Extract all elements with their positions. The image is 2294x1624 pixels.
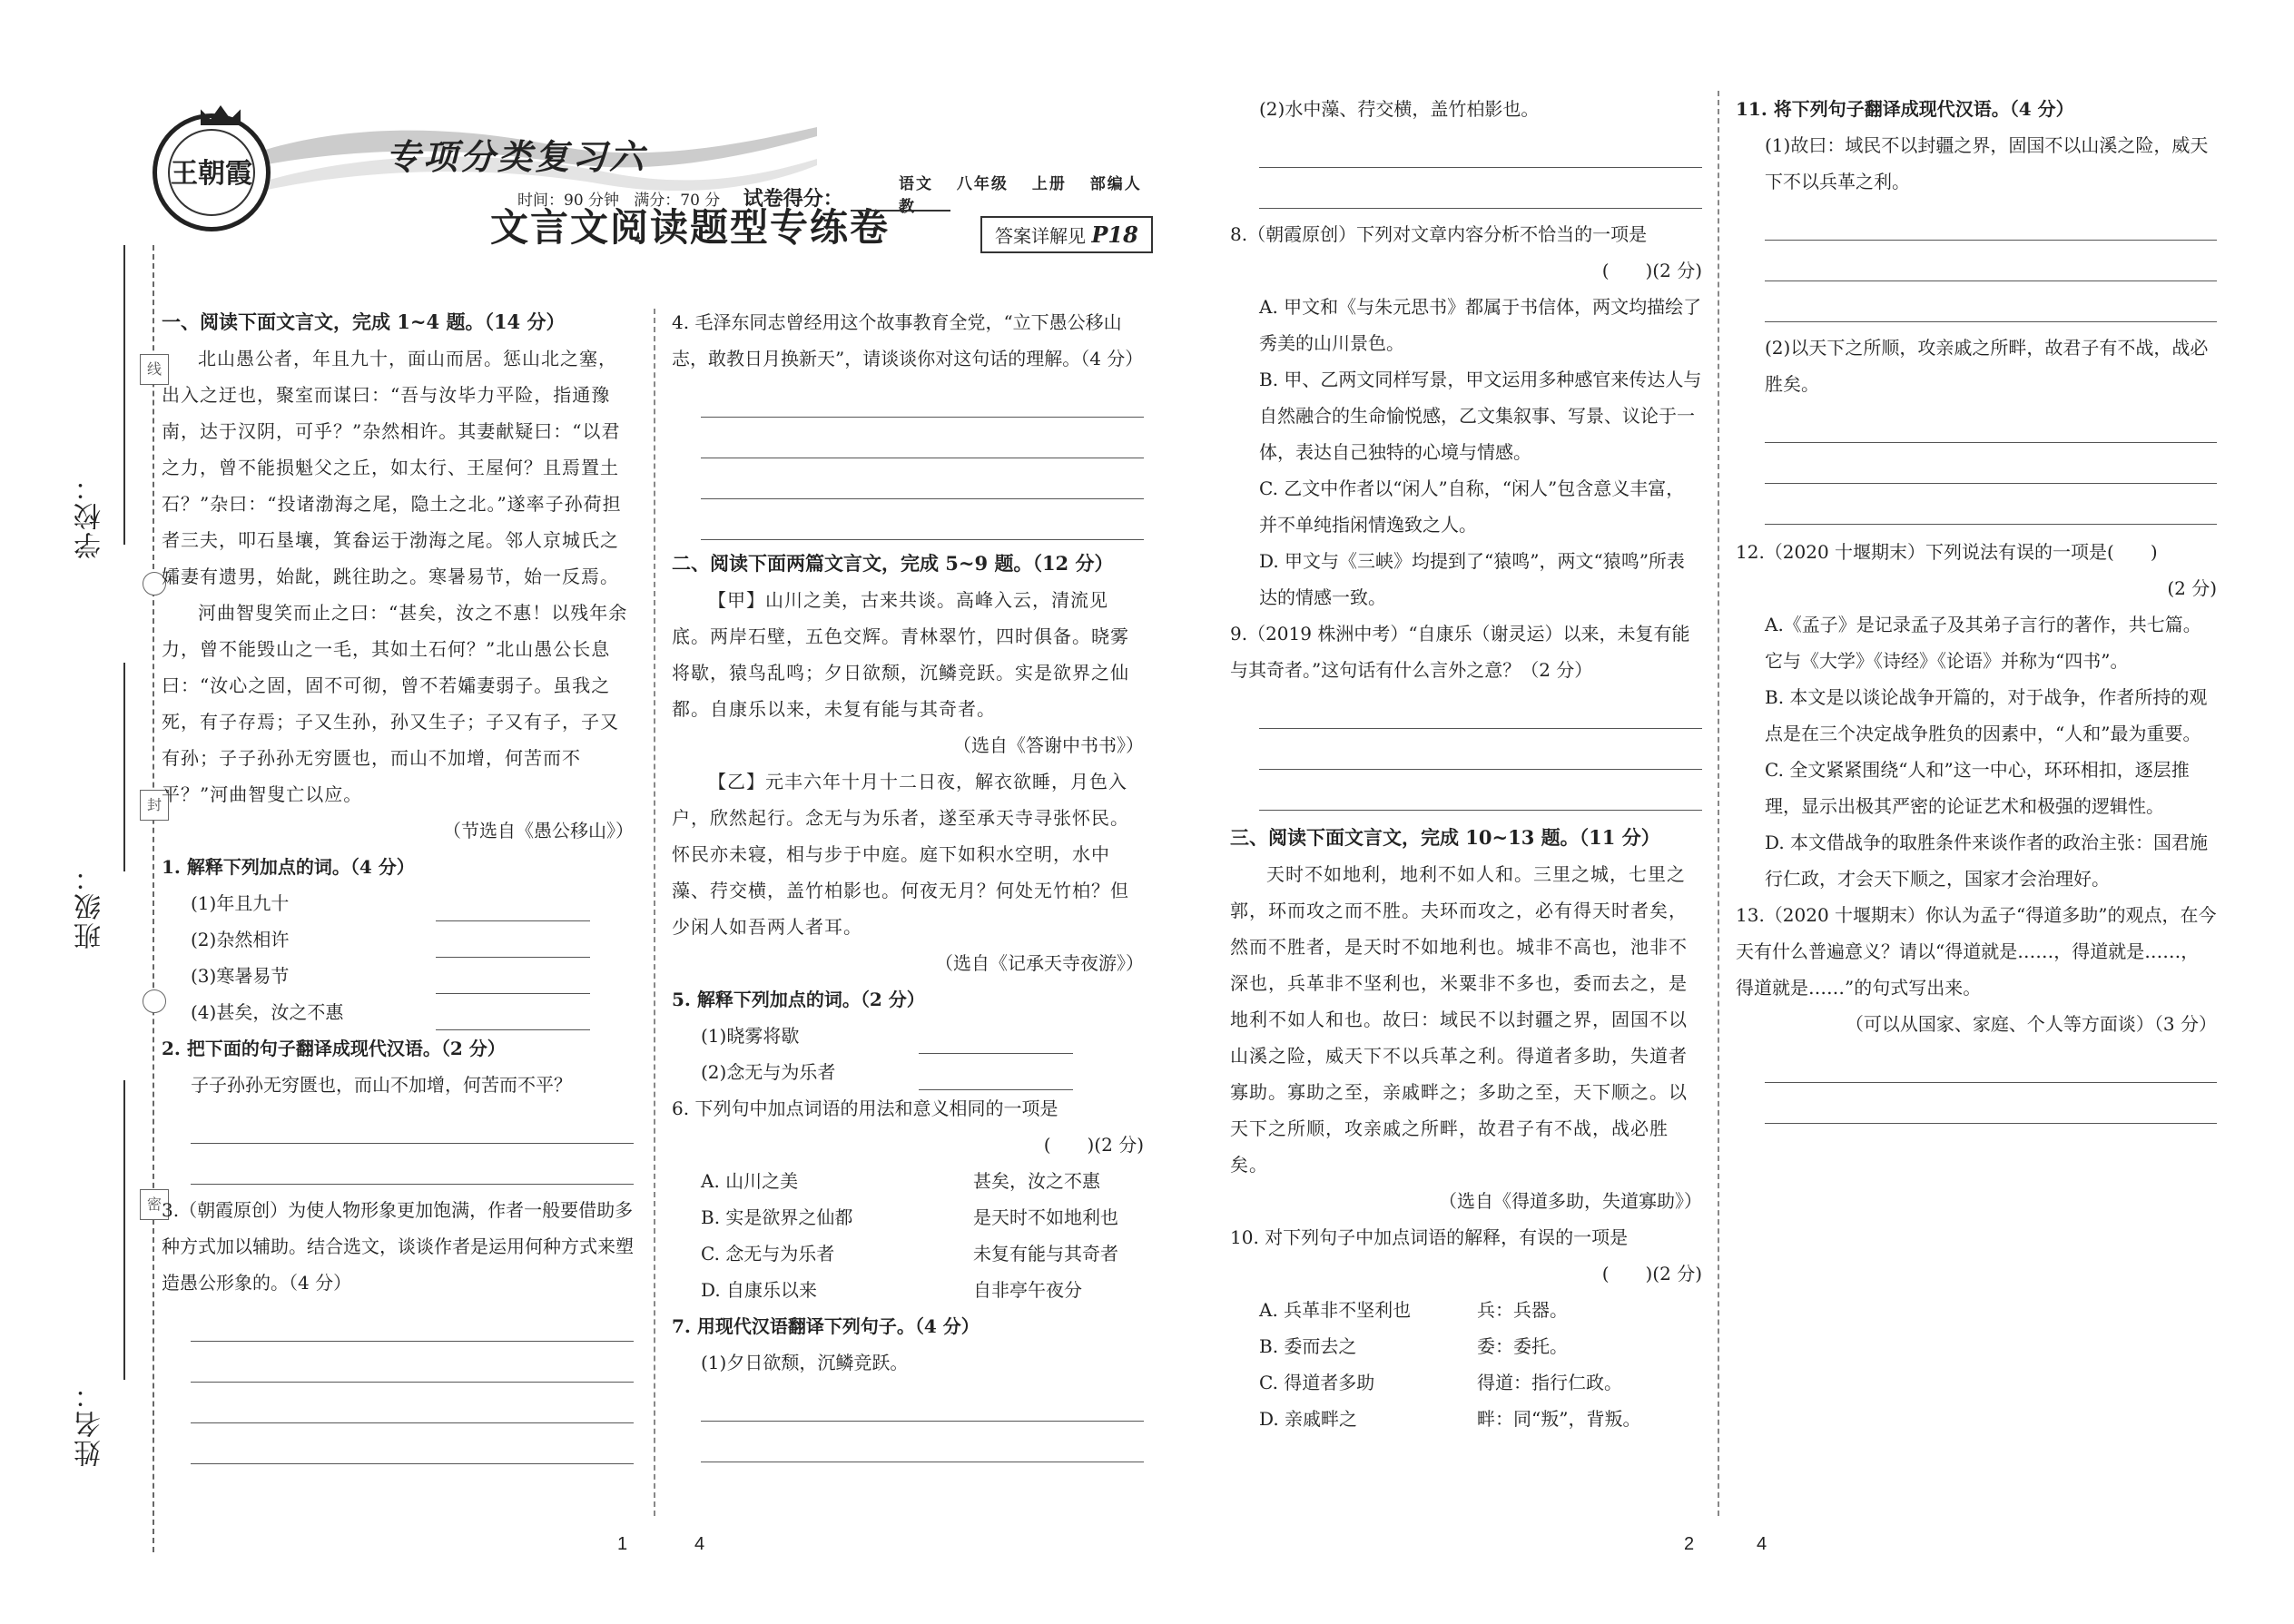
question-10: 10. 对下列句子中加点词语的解释，有误的一项是 — [1230, 1226, 1629, 1248]
question-8: 8.（朝霞原创）下列对文章内容分析不恰当的一项是 — [1230, 223, 1648, 245]
seal-mark-xian: 线 — [140, 354, 169, 385]
q5-item: (1)晓雾将歇 — [672, 1018, 1144, 1054]
answer-line[interactable] — [1765, 200, 2217, 241]
question-5: 5. 解释下列加点的词。（2 分） — [672, 989, 925, 1010]
q6-option[interactable]: B. 实是欲界之仙都 是天时不如地利也 — [701, 1206, 1118, 1228]
answer-blank[interactable] — [436, 933, 590, 958]
section-heading: 一、阅读下面文言文，完成 1~4 题。（14 分） — [162, 310, 566, 333]
question-11: 11. 将下列句子翻译成现代汉语。（4 分） — [1736, 98, 2074, 120]
answer-line[interactable] — [191, 1342, 634, 1383]
page-number: 2 — [1684, 1534, 1695, 1554]
q7-sentence: (1)夕日欲颓，沉鳞竞跃。 — [701, 1352, 909, 1373]
answer-line[interactable] — [701, 418, 1144, 458]
answer-line[interactable] — [1259, 688, 1702, 729]
score-field[interactable] — [851, 210, 950, 212]
answer-line[interactable] — [191, 1423, 634, 1464]
source-note: （选自《答谢中书书》） — [953, 734, 1144, 756]
answer-line[interactable] — [1259, 168, 1702, 209]
answer-line[interactable] — [1765, 1083, 2217, 1124]
q7-sentence: (2)水中藻、荇交横，盖竹柏影也。 — [1259, 98, 1540, 120]
question-score: ( )(2 分) — [1601, 1263, 1702, 1284]
question-12: 12.（2020 十堰期末）下列说法有误的一项是( ) — [1736, 541, 2158, 563]
source-note: （选自《得道多助，失道寡助》） — [1439, 1190, 1702, 1212]
answer-line[interactable] — [1765, 443, 2217, 484]
question-7: 7. 用现代汉语翻译下列句子。（4 分） — [672, 1315, 980, 1337]
q10-option[interactable]: D. 亲戚畔之 畔：同“叛”，背叛。 — [1259, 1408, 1641, 1430]
page-number: 4 — [1757, 1534, 1767, 1554]
class-label: 班级： — [74, 862, 106, 950]
answer-line[interactable] — [191, 1144, 634, 1185]
q10-option[interactable]: A. 兵革非不坚利也 兵：兵器。 — [1259, 1299, 1568, 1321]
q8-option[interactable]: A. 甲文和《与朱元思书》都属于书信体，两文均描绘了秀美的山川景色。 — [1259, 296, 1702, 354]
name-label: 姓名： — [74, 1380, 106, 1467]
q1-item: (3)寒暑易节 — [162, 958, 634, 994]
time-limit: 时间：90 分钟 — [517, 192, 620, 210]
subject-bar: 语文 八年级 上册 部编人教 — [899, 175, 1142, 216]
binding-strip — [36, 245, 162, 1552]
full-score: 满分：70 分 — [634, 192, 721, 210]
answer-line[interactable] — [1259, 127, 1702, 168]
exam-meta — [517, 183, 950, 212]
question-4: 4. 毛泽东同志曾经用这个故事教育全党，“立下愚公移山志，敢教日月换新天”，请谈谈你对这句话的理解。（4 分） — [672, 311, 1144, 369]
question-score: ( )(2 分) — [1043, 1134, 1144, 1156]
answer-reference: 答案详解见 P18 — [980, 216, 1153, 253]
answer-line[interactable] — [701, 499, 1144, 540]
logo: 王朝霞 — [153, 113, 271, 231]
answer-line[interactable] — [1765, 281, 2217, 322]
answer-line[interactable] — [701, 1422, 1144, 1462]
q10-option[interactable]: B. 委而去之 委：委托。 — [1259, 1335, 1568, 1357]
column-2 — [672, 304, 1144, 1462]
answer-line[interactable] — [1765, 484, 2217, 525]
q1-item: (4)甚矣，汝之不惠 — [162, 994, 634, 1030]
source-note: （节选自《愚公移山》） — [443, 820, 634, 842]
seal-mark-feng: 封 — [140, 790, 169, 821]
answer-blank[interactable] — [919, 1066, 1073, 1090]
passage-paragraph: 河曲智叟笑而止之曰：“甚矣，汝之不惠！以残年余力，曾不能毁山之一毛，其如土石何？”北山愚公长息曰：“汝心之固，固不可彻，曾不若孀妻弱子。虽我之死，有子存焉；子又生孙，孙又生子；子又有子，子又有孙；子子孙孙无穷匮也，而山不加增，何苦而不平？”河曲智叟亡以应。 — [162, 602, 628, 805]
question-2: 2. 把下面的句子翻译成现代汉语。（2 分） — [162, 1038, 506, 1059]
q6-option[interactable]: A. 山川之美 甚矣，汝之不惠 — [701, 1170, 1100, 1192]
answer-line[interactable] — [1765, 241, 2217, 281]
q12-option[interactable]: A.《孟子》是记录孟子及其弟子言行的著作，共七篇。它与《大学》《诗经》《论语》并称为“四书”。 — [1765, 614, 2201, 672]
question-13: 13.（2020 十堰期末）你认为孟子“得道多助”的观点，在今天有什么普遍意义？请以“得道就是……，得道就是……，得道就是……”的句式写出来。 — [1736, 904, 2217, 999]
q2-sentence: 子子孙孙无穷匮也，而山不加增，何苦而不平？ — [191, 1074, 572, 1096]
page-number: 4 — [694, 1534, 705, 1554]
q6-option[interactable]: D. 自康乐以来 自非亭午夜分 — [701, 1279, 1082, 1301]
question-score: (2 分) — [2167, 577, 2217, 599]
score-label: 试卷得分： — [743, 187, 843, 211]
answer-line[interactable] — [191, 1383, 634, 1423]
column-4 — [1736, 91, 2217, 1124]
question-3: 3.（朝霞原创）为使人物形象更加饱满，作者一般要借助多种方式加以辅助。结合选文，谈谈作者是运用何种方式来塑造愚公形象的。（4 分） — [162, 1199, 634, 1294]
answer-blank[interactable] — [436, 1006, 590, 1030]
passage-jia: 【甲】山川之美，古来共谈。高峰入云，清流见底。两岸石壁，五色交辉。青林翠竹，四时俱备。晓雾将歇，猿鸟乱鸣；夕日欲颓，沉鳞竞跃。实是欲界之仙都。自康乐以来，未复有能与其奇者。 — [672, 589, 1129, 720]
school-label: 学校： — [74, 472, 106, 559]
page-number: 1 — [617, 1534, 628, 1554]
column-divider — [1718, 91, 1719, 1516]
answer-line[interactable] — [701, 458, 1144, 499]
series-title: 专项分类复习六 — [386, 136, 647, 177]
q12-option[interactable]: C. 全文紧紧围绕“人和”这一中心，环环相扣，逐层推理，显示出极其严密的论证艺术和极强的逻辑性。 — [1765, 759, 2190, 817]
answer-line[interactable] — [701, 1381, 1144, 1422]
q8-option[interactable]: C. 乙文中作者以“闲人”自称，“闲人”包含意义丰富，并不单纯指闲情逸致之人。 — [1259, 477, 1685, 536]
answer-line[interactable] — [1765, 402, 2217, 443]
seal-mark-mi: 密 — [140, 1189, 169, 1220]
answer-blank[interactable] — [436, 969, 590, 994]
passage-paragraph: 北山愚公者，年且九十，面山而居。惩山北之塞，出入之迂也，聚室而谋曰：“吾与汝毕力平险，指通豫南，达于汉阴，可乎？”杂然相许。其妻献疑曰：“以君之力，曾不能损魁父之丘，如太行、王屋何？且焉置土石？”杂曰：“投诸渤海之尾，隐土之北。”遂率子孙荷担者三夫，叩石垦壤，箕畚运于渤海之尾。邻人京城氏之孀妻有遗男，始龀，跳往助之。寒暑易节，始一反焉。 — [162, 348, 622, 587]
question-6: 6. 下列句中加点词语的用法和意义相同的一项是 — [672, 1097, 1058, 1119]
column-1 — [162, 304, 634, 1464]
q11-sentence: (2)以天下之所顺，攻亲戚之所畔，故君子有不战，战必胜矣。 — [1765, 337, 2209, 395]
passage-paragraph: 天时不如地利，地利不如人和。三里之城，七里之郭，环而攻之而不胜。夫环而攻之，必有得天时者矣，然而不胜者，是天时不如地利也。城非不高也，池非不深也，兵革非不坚利也，米粟非不多也，委而去之，是地利不如人和也。故曰：域民不以封疆之界，固国不以山溪之险，威天下不以兵革之利。得道者多助，失道者寡助。寡助之至，亲戚畔之；多助之至，天下顺之。以天下之所顺，攻亲戚之所畔，故君子有不战，战必胜矣。 — [1230, 863, 1688, 1176]
q5-item: (2)念无与为乐者 — [672, 1054, 1144, 1090]
question-1: 1. 解释下列加点的词。（4 分） — [162, 856, 415, 878]
answer-line[interactable] — [191, 1103, 634, 1144]
q11-sentence: (1)故曰：域民不以封疆之界，固国不以山溪之险，威天下不以兵革之利。 — [1765, 134, 2209, 192]
q1-item: (2)杂然相许 — [162, 921, 634, 958]
page-title: 文言文阅读题型专练卷 — [490, 205, 891, 250]
q6-option[interactable]: C. 念无与为乐者 未复有能与其奇者 — [701, 1243, 1118, 1265]
column-3 — [1230, 91, 1702, 1437]
q12-option[interactable]: B. 本文是以谈论战争开篇的，对于战争，作者所持的观点是在三个决定战争胜负的因素中，“人和”最为重要。 — [1765, 686, 2208, 744]
source-note: （选自《记承天寺夜游》） — [935, 952, 1144, 974]
answer-line[interactable] — [1765, 1042, 2217, 1083]
answer-line[interactable] — [191, 1301, 634, 1342]
answer-line[interactable] — [1259, 729, 1702, 770]
section-heading: 三、阅读下面文言文，完成 10~13 题。（11 分） — [1230, 826, 1660, 849]
question-9: 9.（2019 株洲中考）“自康乐（谢灵运）以来，未复有能与其奇者。”这句话有什么言外之意？（2 分） — [1230, 623, 1690, 681]
q12-option[interactable]: D. 本文借战争的取胜条件来谈作者的政治主张：国君施行仁政，才会天下顺之，国家才会治理好。 — [1765, 832, 2209, 890]
question-score: ( )(2 分) — [1601, 260, 1702, 281]
q1-item: (1)年且九十 — [162, 885, 634, 921]
q10-option[interactable]: C. 得道者多助 得道：指行仁政。 — [1259, 1372, 1622, 1393]
q8-option[interactable]: B. 甲、乙两文同样写景，甲文运用多种感官来传达人与自然融合的生命愉悦感，乙文集叙事、写景、议论于一体，表达自己独特的心境与情感。 — [1259, 369, 1702, 463]
answer-line[interactable] — [701, 377, 1144, 418]
passage-yi: 【乙】元丰六年十月十二日夜，解衣欲睡，月色入户，欣然起行。念无与为乐者，遂至承天寺寻张怀民。怀民亦未寝，相与步于中庭。庭下如积水空明，水中藻、荇交横，盖竹柏影也。何夜无月？何处无竹柏？但少闲人如吾两人者耳。 — [672, 771, 1129, 938]
answer-blank[interactable] — [436, 897, 590, 921]
answer-line[interactable] — [1259, 770, 1702, 811]
column-divider — [654, 309, 655, 1516]
q13-hint: （可以从国家、家庭、个人等方面谈）（3 分） — [1845, 1013, 2217, 1035]
q8-option[interactable]: D. 甲文与《三峡》均提到了“猿鸣”，两文“猿鸣”所表达的情感一致。 — [1259, 550, 1685, 608]
answer-blank[interactable] — [919, 1029, 1073, 1054]
section-heading: 二、阅读下面两篇文言文，完成 5~9 题。（12 分） — [672, 552, 1114, 575]
